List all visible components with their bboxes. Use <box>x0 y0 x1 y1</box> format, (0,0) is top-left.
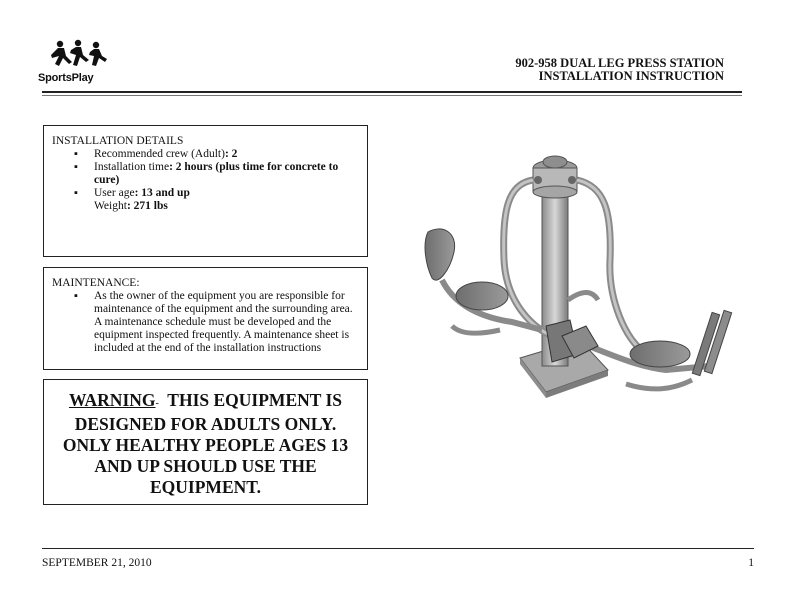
time-label: Installation time <box>94 161 170 173</box>
weight-line <box>52 200 359 213</box>
installation-list <box>52 148 359 200</box>
maintenance-box <box>43 267 368 370</box>
list-item: ▪ As the owner of the equipment you are responsible for maintenance of the equipment and the surrounding area. A maintenance schedule must be developed and the equipment inspected frequently. A maintenance sheet is included at the end of the installation instructions <box>74 290 359 355</box>
age-label: User age <box>94 187 135 199</box>
maintenance-list <box>52 290 359 355</box>
list-item <box>74 161 359 187</box>
document-header <box>515 57 724 83</box>
installation-title: INSTALLATION DETAILS <box>52 135 184 147</box>
header-title: 902-958 DUAL LEG PRESS STATION <box>515 56 724 70</box>
page-number: 1 <box>748 557 754 569</box>
leg-press-station-illustration <box>412 140 748 430</box>
header-rule-thin <box>42 95 742 96</box>
weight-label: Weight <box>94 200 127 212</box>
warning-head: WARNING <box>68 390 156 410</box>
list-item <box>74 187 359 200</box>
header-subtitle: INSTALLATION INSTRUCTION <box>538 69 724 83</box>
warning-box <box>43 379 368 505</box>
footer-rule <box>42 548 754 549</box>
time-value: : 2 hours (plus time for concrete to cure) <box>94 161 339 186</box>
crew-label: Recommended crew (Adult) <box>94 148 225 160</box>
age-value: : 13 and up <box>134 187 190 199</box>
list-item <box>74 148 359 161</box>
header-rule <box>42 91 742 93</box>
warning-dash: - <box>155 398 159 409</box>
brand-name: SportsPlay <box>38 72 94 84</box>
weight-value: : 271 lbs <box>126 200 168 212</box>
footer-date: SEPTEMBER 21, 2010 <box>42 557 152 569</box>
crew-value: : 2 <box>224 148 238 160</box>
installation-details-box <box>43 125 368 257</box>
maintenance-title: MAINTENANCE: <box>52 277 140 289</box>
warning-body: THIS EQUIPMENT IS DESIGNED FOR ADULTS ONLY. ONLY HEALTHY PEOPLE AGES 13 AND UP SHOULD USE THE EQUIPMENT. <box>62 390 349 497</box>
